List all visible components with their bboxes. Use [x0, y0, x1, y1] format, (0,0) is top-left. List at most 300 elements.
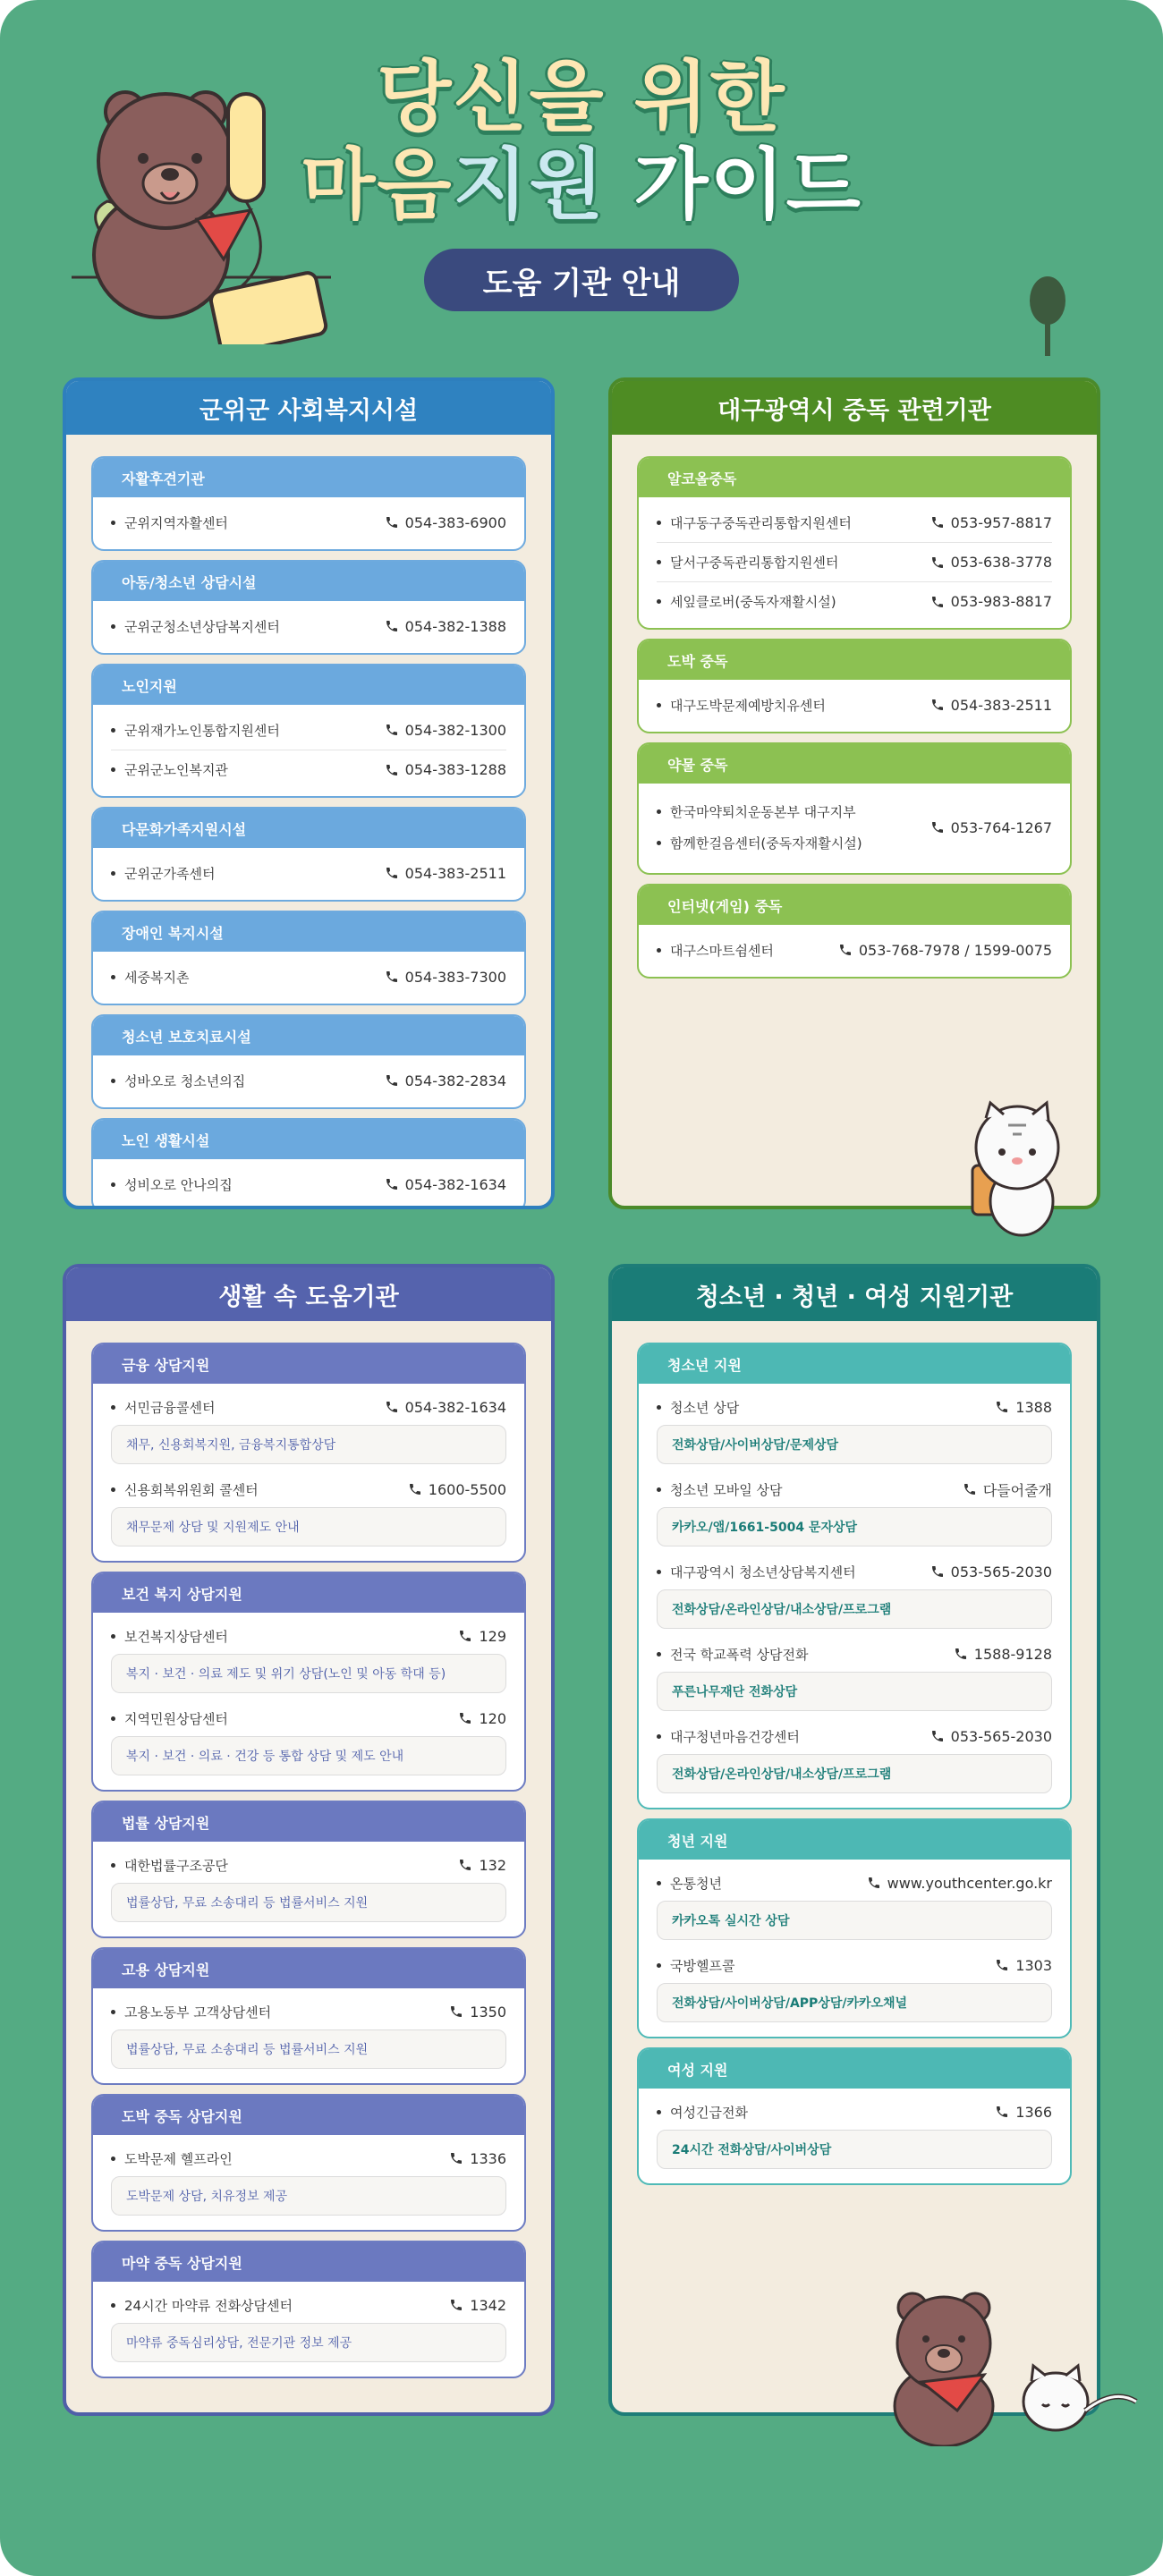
phone-number-text: 054-382-1634: [404, 1398, 506, 1416]
facility-name: [657, 797, 862, 827]
bullet-icon: [111, 1182, 115, 1187]
phone-number[interactable]: [385, 1399, 506, 1416]
category-card: [637, 742, 1072, 875]
title-line2-part1: 마음: [301, 140, 454, 231]
category-card: [91, 2094, 526, 2232]
category-title: 도박 중독 상담지원: [93, 2096, 524, 2135]
facility-row: [111, 750, 506, 789]
category-title: 인터넷(게임) 중독: [639, 886, 1070, 925]
phone-number-text: 1388: [1015, 1398, 1052, 1416]
category-title: 자활후견기관: [93, 458, 524, 497]
category-body: [93, 1055, 524, 1107]
phone-icon: [449, 2151, 463, 2165]
facility-row: [111, 2287, 506, 2323]
phone-number-text: 1336: [470, 2149, 506, 2167]
bullet-icon: [111, 1716, 115, 1721]
facility-row: [657, 1471, 1052, 1507]
title-line2-part3: 가이드: [605, 140, 862, 231]
facility-row: [111, 1389, 506, 1425]
category-title: 노인지원: [93, 665, 524, 705]
phone-number[interactable]: [385, 514, 506, 531]
phone-number-text: 1342: [470, 2296, 506, 2314]
phone-number[interactable]: [995, 1957, 1052, 1974]
phone-icon: [449, 2298, 463, 2312]
facility-row: [657, 542, 1052, 581]
bullet-icon: [657, 948, 661, 953]
panel-body: [612, 435, 1097, 1009]
category-body: [93, 2135, 524, 2230]
category-body: [93, 1384, 524, 1561]
phone-number-text: 1600-5500: [428, 1480, 506, 1498]
service-description: 전화상담/온라인상담/내소상담/프로그램: [657, 1754, 1052, 1793]
category-card: [91, 807, 526, 902]
phone-number[interactable]: [838, 942, 1052, 959]
phone-number[interactable]: [385, 618, 506, 635]
category-body: [639, 1384, 1070, 1808]
phone-number[interactable]: [930, 697, 1052, 714]
phone-number[interactable]: [867, 1875, 1052, 1892]
phone-number-text: 053-565-2030: [950, 1727, 1052, 1745]
facility-name-text: 도박문제 헬프라인: [124, 2150, 233, 2167]
facility-row: [111, 853, 506, 893]
bullet-icon: [657, 809, 661, 814]
panel-gunwi-welfare: [63, 377, 555, 1209]
service-description: 푸른나무재단 전화상담: [657, 1672, 1052, 1711]
facility-names: [657, 789, 862, 866]
panel-title: 청소년 · 청년 · 여성 지원기관: [612, 1267, 1097, 1321]
phone-number-text: 053-638-3778: [950, 554, 1052, 571]
facility-name: [111, 1627, 228, 1646]
bullet-icon: [657, 599, 661, 604]
phone-icon: [995, 1400, 1009, 1414]
service-description: 법률상담, 무료 소송대리 등 법률서비스 지원: [111, 2029, 506, 2069]
phone-number[interactable]: [385, 761, 506, 778]
phone-number[interactable]: [954, 1646, 1052, 1663]
phone-number[interactable]: [930, 1728, 1052, 1745]
category-card: [637, 2047, 1072, 2185]
bullet-icon: [111, 2157, 115, 2161]
facility-name-text: 청소년 상담: [670, 1399, 740, 1416]
category-card: [637, 1343, 1072, 1809]
bullet-icon: [111, 975, 115, 979]
phone-icon: [449, 2004, 463, 2019]
category-card: [91, 664, 526, 798]
panel-body: [612, 1321, 1097, 2216]
phone-icon: [408, 1482, 422, 1496]
phone-icon: [458, 1858, 472, 1872]
facility-name-text: 대구동구중독관리통합지원센터: [670, 514, 852, 531]
category-title: 아동/청소년 상담시설: [93, 562, 524, 601]
facility-name: [657, 592, 836, 611]
phone-number[interactable]: [930, 554, 1052, 571]
facility-row: [111, 1471, 506, 1507]
phone-number-text: 053-768-7978 / 1599-0075: [858, 941, 1052, 959]
bullet-icon: [111, 1487, 115, 1492]
hero-title: [295, 53, 868, 231]
category-title: 청년 지원: [639, 1820, 1070, 1860]
category-title: 알코올중독: [639, 458, 1070, 497]
bullet-icon: [111, 624, 115, 629]
facility-name: [111, 1480, 259, 1499]
category-body: [639, 925, 1070, 977]
facility-name-text: 군위지역자활센터: [124, 514, 228, 531]
phone-number[interactable]: [995, 1399, 1052, 1416]
phone-icon: [385, 1073, 399, 1088]
phone-number-text: 053-565-2030: [950, 1563, 1052, 1580]
facility-name-text: 24시간 마약류 전화상담센터: [124, 2297, 293, 2314]
facility-name-text: 대구스마트쉼센터: [670, 942, 774, 959]
facility-row: [111, 1618, 506, 1654]
facility-row: [657, 789, 1052, 866]
facility-name-text: 지역민원상담센터: [124, 1710, 228, 1727]
bullet-icon: [111, 1405, 115, 1410]
phone-number[interactable]: [385, 1176, 506, 1193]
facility-row: [111, 1994, 506, 2029]
facility-name: [111, 513, 228, 532]
category-body: [639, 680, 1070, 732]
facility-name: [111, 1856, 228, 1875]
phone-number[interactable]: [930, 593, 1052, 610]
facility-row: [657, 2094, 1052, 2130]
facility-name-text: 달서구중독관리통합지원센터: [670, 555, 839, 571]
title-line2-part2: 지원: [453, 140, 606, 231]
phone-icon: [838, 943, 853, 957]
category-title: 보건 복지 상담지원: [93, 1573, 524, 1613]
bullet-icon: [657, 521, 661, 525]
category-body: [639, 2089, 1070, 2183]
facility-name-text: 군위군청소년상담복지센터: [124, 618, 280, 635]
facility-name-text: 대구청년마음건강센터: [670, 1728, 800, 1745]
phone-icon: [458, 1629, 472, 1643]
category-body: [639, 497, 1070, 628]
service-description: 마약류 중독심리상담, 전문기관 정보 제공: [111, 2323, 506, 2362]
facility-name-text: 세중복지촌: [124, 969, 190, 986]
bullet-icon: [657, 1734, 661, 1739]
phone-icon: [930, 1564, 945, 1579]
phone-number[interactable]: [385, 865, 506, 882]
panel-daegu-addiction: [608, 377, 1100, 1209]
panel-body: [66, 435, 551, 1209]
facility-name-text: 성비오로 안나의집: [124, 1176, 233, 1193]
panel-body: [66, 1321, 551, 2409]
facility-name-text: 함께한걸음센터(중독자재활시설): [670, 835, 862, 852]
facility-name: [657, 513, 852, 532]
facility-name-text: 대한법률구조공단: [124, 1857, 228, 1874]
category-title: 법률 상담지원: [93, 1802, 524, 1842]
service-description: 카카오/앱/1661-5004 문자상담: [657, 1507, 1052, 1546]
facility-name: [111, 760, 228, 779]
service-description: 전화상담/사이버상담/APP상담/카카오채널: [657, 1983, 1052, 2022]
phone-number-text: 054-382-1634: [404, 1175, 506, 1193]
facility-name: [111, 1398, 215, 1417]
bullet-icon: [657, 841, 661, 845]
phone-icon: [930, 1729, 945, 1743]
facility-name-text: 국방헬프콜: [670, 1957, 735, 1974]
phone-icon: [995, 1958, 1009, 1972]
phone-icon: [385, 723, 399, 737]
facility-row: [657, 1947, 1052, 1983]
category-body: [93, 705, 524, 796]
facility-name: [657, 553, 838, 572]
bullet-icon: [657, 1405, 661, 1410]
facility-name-text: 신용회복위원회 콜센터: [124, 1481, 259, 1498]
category-title: 도박 중독: [639, 640, 1070, 680]
phone-number[interactable]: [930, 819, 1052, 836]
category-card: [91, 1014, 526, 1109]
phone-icon: [385, 763, 399, 777]
facility-name: [657, 1398, 739, 1417]
facility-name: [111, 2149, 233, 2168]
phone-number-text: 1366: [1015, 2103, 1052, 2121]
guide-badge: 도움 기관 안내: [424, 249, 739, 311]
category-card: [91, 1118, 526, 1209]
panel-life-support: [63, 1264, 555, 2416]
phone-icon: [385, 619, 399, 633]
category-body: [639, 1860, 1070, 2037]
phone-icon: [954, 1647, 968, 1661]
bullet-icon: [111, 521, 115, 525]
facility-name: [657, 1480, 782, 1499]
phone-number[interactable]: [385, 969, 506, 986]
category-title: 장애인 복지시설: [93, 912, 524, 952]
phone-number-text: 1588-9128: [973, 1645, 1052, 1663]
phone-number-text: 054-383-6900: [404, 513, 506, 531]
bullet-icon: [657, 1570, 661, 1574]
bullet-icon: [657, 2110, 661, 2114]
facility-row: [111, 1061, 506, 1100]
facility-name-text: 성바오로 청소년의집: [124, 1072, 246, 1089]
category-card: [637, 456, 1072, 630]
phone-number[interactable]: [385, 1072, 506, 1089]
phone-icon: [385, 1400, 399, 1414]
category-body: [93, 848, 524, 900]
phone-number-text: 1303: [1015, 1956, 1052, 1974]
category-title: 약물 중독: [639, 744, 1070, 784]
panel-youth-women-support: [608, 1264, 1100, 2416]
bullet-icon: [657, 1652, 661, 1657]
panel-title: 대구광역시 중독 관련기관: [612, 381, 1097, 435]
facility-name: [657, 941, 774, 960]
facility-name: [111, 2296, 293, 2315]
category-card: [91, 456, 526, 551]
phone-number-text: 다들어줄개: [982, 1481, 1052, 1499]
phone-icon: [930, 515, 945, 530]
bullet-icon: [657, 560, 661, 564]
tiger-lying-illustration: [1015, 2361, 1141, 2433]
service-description: 전화상담/온라인상담/내소상담/프로그램: [657, 1589, 1052, 1629]
phone-number-text: 054-383-2511: [950, 696, 1052, 714]
phone-number[interactable]: [458, 1857, 506, 1874]
facility-row: [111, 710, 506, 750]
bullet-icon: [111, 2010, 115, 2014]
facility-row: [111, 2140, 506, 2176]
category-card: [91, 1572, 526, 1792]
phone-number-text: 054-383-7300: [404, 968, 506, 986]
category-card: [637, 1818, 1072, 2038]
panel-title: 군위군 사회복지시설: [66, 381, 551, 435]
phone-number[interactable]: [963, 1479, 1052, 1500]
facility-name: [111, 721, 280, 740]
phone-icon: [458, 1711, 472, 1725]
facility-row: [111, 1165, 506, 1204]
phone-number[interactable]: [458, 1628, 506, 1645]
facility-name-text: 서민금융콜센터: [124, 1399, 216, 1416]
phone-number-text: 053-764-1267: [950, 818, 1052, 836]
phone-icon: [930, 595, 945, 609]
category-title: 노인 생활시설: [93, 1120, 524, 1159]
facility-name: [111, 968, 189, 987]
facility-name-text: 군위군가족센터: [124, 865, 216, 882]
facility-name: [657, 1727, 800, 1746]
phone-number-text: 054-382-2834: [404, 1072, 506, 1089]
phone-icon: [385, 1177, 399, 1191]
facility-name-text: 고용노동부 고객상담센터: [124, 2004, 272, 2021]
facility-row: [657, 685, 1052, 724]
phone-number-text: 054-382-1300: [404, 721, 506, 739]
facility-name: [657, 1563, 856, 1581]
facility-row: [657, 503, 1052, 542]
phone-icon: [995, 2105, 1009, 2119]
service-description: 복지 · 보건 · 의료 제도 및 위기 상담(노인 및 아동 학대 등): [111, 1654, 506, 1693]
facility-name: [657, 696, 826, 715]
facility-name-text: 군위재가노인통합지원센터: [124, 722, 280, 739]
facility-name: [111, 864, 215, 883]
category-title: 다문화가족지원시설: [93, 809, 524, 848]
facility-row: [657, 1389, 1052, 1425]
tiger-mascot-illustration: [959, 1098, 1075, 1241]
facility-row: [111, 1700, 506, 1736]
facility-row: [111, 606, 506, 646]
phone-icon: [930, 555, 945, 570]
phone-number-text: 132: [479, 1856, 506, 1874]
facility-name-text: 대구도박문제예방치유센터: [670, 697, 826, 714]
phone-number-text: 054-383-2511: [404, 864, 506, 882]
bear-mascot-illustration: [872, 2285, 1015, 2446]
phone-number[interactable]: [408, 1481, 506, 1498]
phone-icon: [385, 866, 399, 880]
facility-row: [657, 1636, 1052, 1672]
phone-icon: [867, 1876, 881, 1890]
category-body: [93, 1842, 524, 1936]
phone-number-text: 053-957-8817: [950, 513, 1052, 531]
category-body: [93, 1159, 524, 1209]
category-body: [93, 1613, 524, 1790]
facility-name: [111, 1175, 233, 1194]
facility-name: [657, 1645, 808, 1664]
phone-number[interactable]: [458, 1710, 506, 1727]
phone-number[interactable]: [449, 2150, 506, 2167]
category-title: 여성 지원: [639, 2049, 1070, 2089]
phone-icon: [385, 515, 399, 530]
facility-row: [657, 930, 1052, 970]
phone-icon: [930, 820, 945, 835]
facility-name: [657, 2103, 748, 2122]
category-body: [93, 2282, 524, 2377]
facility-name: [657, 828, 862, 859]
bullet-icon: [111, 871, 115, 876]
service-description: 채무문제 상담 및 지원제도 안내: [111, 1507, 506, 1546]
category-card: [637, 884, 1072, 979]
phone-number-text: 1350: [470, 2003, 506, 2021]
phone-number[interactable]: [385, 722, 506, 739]
facility-name: [111, 1072, 245, 1090]
facility-row: [657, 581, 1052, 621]
bullet-icon: [111, 2303, 115, 2308]
category-title: 청소년 보호치료시설: [93, 1016, 524, 1055]
service-description: 전화상담/사이버상담/문제상담: [657, 1425, 1052, 1464]
facility-row: [657, 1865, 1052, 1901]
bullet-icon: [111, 1079, 115, 1083]
phone-number[interactable]: [930, 1563, 1052, 1580]
facility-row: [657, 1554, 1052, 1589]
category-body: [93, 952, 524, 1004]
category-card: [91, 1947, 526, 2085]
category-card: [91, 1343, 526, 1563]
facility-name-text: 한국마약퇴치운동본부 대구지부: [670, 804, 856, 820]
facility-name: [111, 2003, 271, 2021]
category-body: [93, 601, 524, 653]
category-card: [91, 911, 526, 1005]
phone-icon: [963, 1482, 977, 1496]
facility-name-text: 여성긴급전화: [670, 2104, 748, 2121]
phone-icon: [385, 970, 399, 984]
facility-row: [111, 503, 506, 542]
category-body: [93, 1988, 524, 2083]
phone-number[interactable]: [995, 2104, 1052, 2121]
facility-name: [111, 1709, 228, 1728]
phone-number-text: 054-383-1288: [404, 761, 506, 778]
panel-title: 생활 속 도움기관: [66, 1267, 551, 1321]
category-body: [639, 784, 1070, 873]
bullet-icon: [111, 728, 115, 733]
bullet-icon: [111, 767, 115, 772]
category-body: [93, 497, 524, 549]
phone-number-text: www.youthcenter.go.kr: [887, 1874, 1052, 1892]
phone-number-text: 120: [479, 1709, 506, 1727]
phone-number[interactable]: [449, 2004, 506, 2021]
phone-number-text: 053-983-8817: [950, 593, 1052, 610]
facility-row: [111, 1847, 506, 1883]
category-title: 고용 상담지원: [93, 1949, 524, 1988]
facility-name: [111, 617, 280, 636]
phone-number[interactable]: [930, 514, 1052, 531]
service-description: 24시간 전화상담/사이버상담: [657, 2130, 1052, 2169]
phone-number[interactable]: [449, 2297, 506, 2314]
service-description: 채무, 신용회복지원, 금융복지통합상담: [111, 1425, 506, 1464]
phone-icon: [930, 698, 945, 712]
bullet-icon: [657, 1487, 661, 1492]
category-card: [637, 639, 1072, 733]
phone-number-text: 054-382-1388: [404, 617, 506, 635]
facility-name-text: 청소년 모바일 상담: [670, 1481, 783, 1498]
facility-name: [657, 1874, 722, 1893]
service-description: 법률상담, 무료 소송대리 등 법률서비스 지원: [111, 1883, 506, 1922]
bullet-icon: [111, 1863, 115, 1868]
category-card: [91, 2241, 526, 2378]
facility-row: [657, 1718, 1052, 1754]
facility-name-text: 온통청년: [670, 1875, 722, 1892]
bullet-icon: [111, 1634, 115, 1639]
category-title: 청소년 지원: [639, 1344, 1070, 1384]
bullet-icon: [657, 1963, 661, 1968]
service-description: 복지 · 보건 · 의료 · 건강 등 통합 상담 및 제도 안내: [111, 1736, 506, 1775]
service-description: 도박문제 상담, 치유정보 제공: [111, 2176, 506, 2216]
facility-name: [657, 1956, 734, 1975]
category-card: [91, 560, 526, 655]
category-card: [91, 1801, 526, 1938]
facility-row: [111, 957, 506, 996]
title-line1: 당신을 위한: [377, 53, 786, 142]
